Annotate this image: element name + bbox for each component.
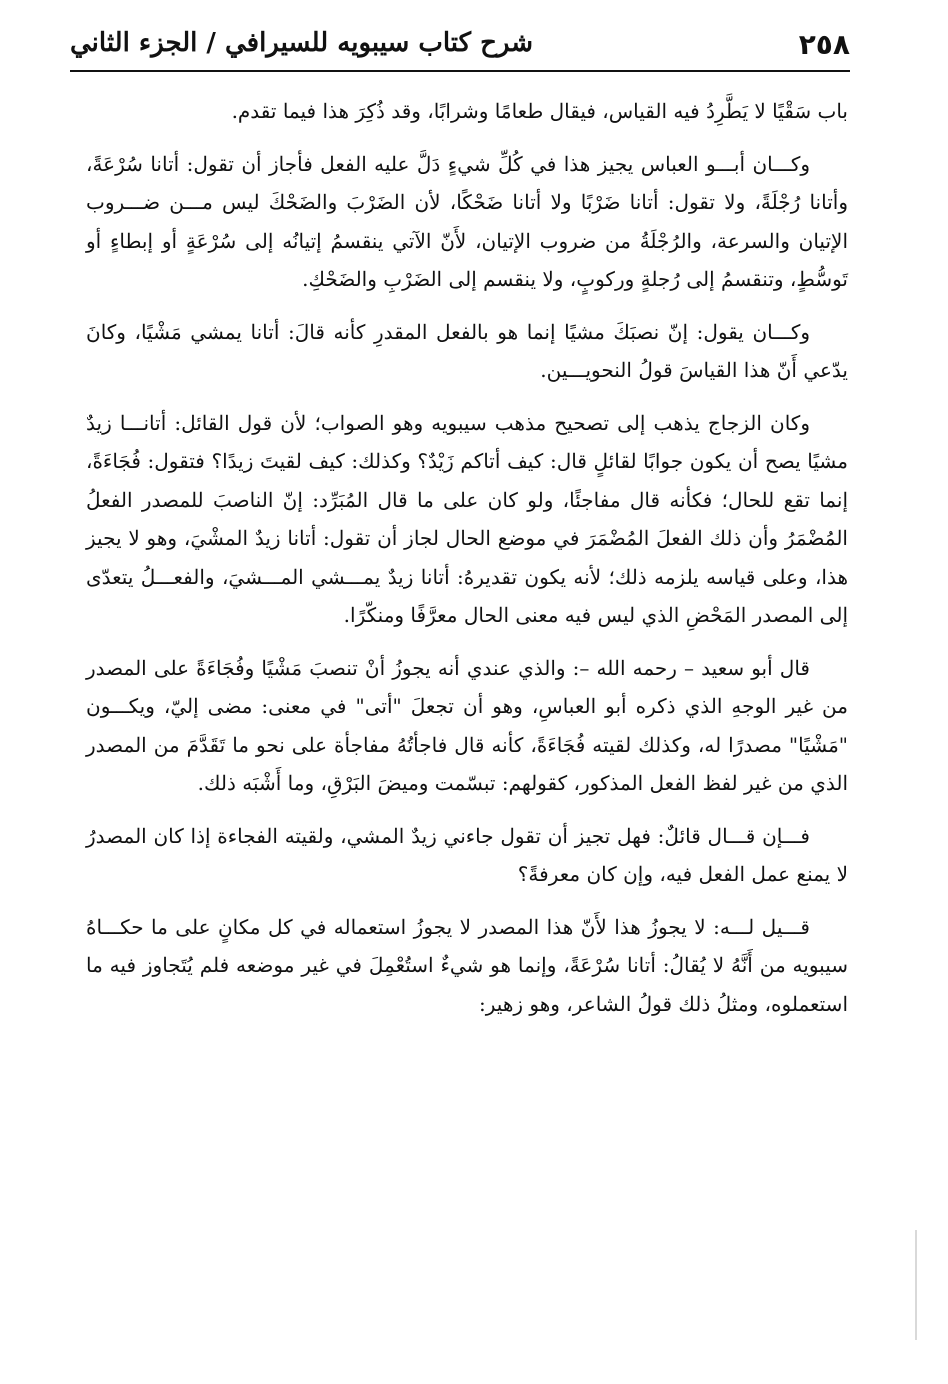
page-header <box>70 26 850 66</box>
paragraph: قال أبو سعيد – رحمه الله –: والذي عندي أنه يجوزُ أنْ تنصبَ مَشْيًا وفُجَاءَةً على المصدر من غير الوجهِ الذي ذكره أبو العباسِ، وهو أن تجعلَ "أتى" في معنى: مضى إليّ، ويكـــون "مَشْيًا" مصدرًا له، وكذلك لقيته فُجَاءَةً، كأنه قال فاجأتُهُ مفاجأة على نحو ما تَقَدَّمَ من المصدر الذي من غير لفظ الفعل المذكور، كقولهم: تبسّمت وميضَ البَرْقِ، وما أَشْبَه ذلك. <box>86 655 849 795</box>
paragraph: وكـــان أبـــو العباس يجيز هذا في كُلِّ شيءٍ دَلَّ عليه الفعل فأجاز أن تقول: أتانا سُرْعَةً، وأتانا رُجْلَةً، ولا تقول: أتانا ضَرْبًا ولا أتانا ضَحْكًا، لأن الضَرْبَ والضَحْكَ ليس مـــن ضـــروب الإتيان والسرعة، والرُجْلَةُ من ضروب الإتيان، لأَنّ الآتي ينقسمُ إتيانُه إلى سُرْعَةٍ أو إبطاءٍ أو تَوسُّطٍ، وتنقسمُ إلى رُجلةٍ وركوبٍ، ولا ينقسم إلى الضَرْبِ والضَحْكِ. <box>86 151 848 291</box>
paragraph: وكان الزجاج يذهب إلى تصحيح مذهب سيبويه وهو الصواب؛ لأن قول القائل: أتانـــا زيدٌ مشيًا يصح أن يكون جوابًا لقائلٍ قال: كيف أتاكم زَيْدٌ؟ وكذلك: كيف لقيتَ زيدًا؟ فتقول: فُجَاءَةً، إنما تقع للحال؛ فكأنه قال مفاجئًا، ولو كان على ما قال المُبَرِّد: إنّ الناصبَ للمصدر الفعلُ المُضْمَرُ وأن ذلك الفعلَ المُضْمَرَ في موضع الحال لجاز أن تقول: أتانا زيدٌ المشْيَ، وهو لا يجيز هذا، وعلى قياسه يلزمه ذلك؛ لأنه يكون تقديرهُ: أتانا زيدٌ يمـــشي المـــشيَ، والفعـــلُ يتعدّى إلى المصدر المَحْضِ الذي ليس فيه معنى الحال معرَّفًا ومنكّرًا. <box>86 410 848 627</box>
paragraph: فـــإن قـــال قائلٌ: فهل تجيز أن تقول جاءني زيدٌ المشي، ولقيته الفجاءة إذا كان المصدرُ لا يمنع عمل الفعل فيه، وإن كان معرفةً؟ <box>86 823 848 886</box>
page-number: ٢٥٨ <box>798 28 850 61</box>
running-title: شرح كتاب سيبويه للسيرافي / الجزء الثاني <box>70 28 533 58</box>
body-text <box>86 92 848 1037</box>
paragraph: قـــيل لـــه: لا يجوزُ هذا لأَنّ هذا المصدر لا يجوزُ استعماله في كل مكانٍ على ما حكـــاهُ سيبويه من أَنَّهُ لا يُقالُ: أتانا سُرْعَةً، وإنما هو شيءٌ استُعْمِلَ في غير موضعه فلم يُتَجاوز فيه ما استعملوه، ومثلُ ذلك قولُ الشاعر، وهو زهير: <box>86 914 848 1016</box>
paragraph: وكـــان يقول: إنّ نصبَكَ مشيًا إنما هو بالفعل المقدرِ كأنه قالَ: أتانا يمشي مَشْيًا، وكانَ يدّعي أَنّ هذا القياسَ قولُ النحويـــين. <box>86 319 848 382</box>
scan-margin-line <box>915 1230 917 1340</box>
paragraph: باب سَقْيًا لا يَطَّرِدُ فيه القياس، فيقال طعامًا وشرابًا، وقد ذُكِرَ هذا فيما تقدم. <box>231 99 848 123</box>
header-divider <box>70 70 850 72</box>
